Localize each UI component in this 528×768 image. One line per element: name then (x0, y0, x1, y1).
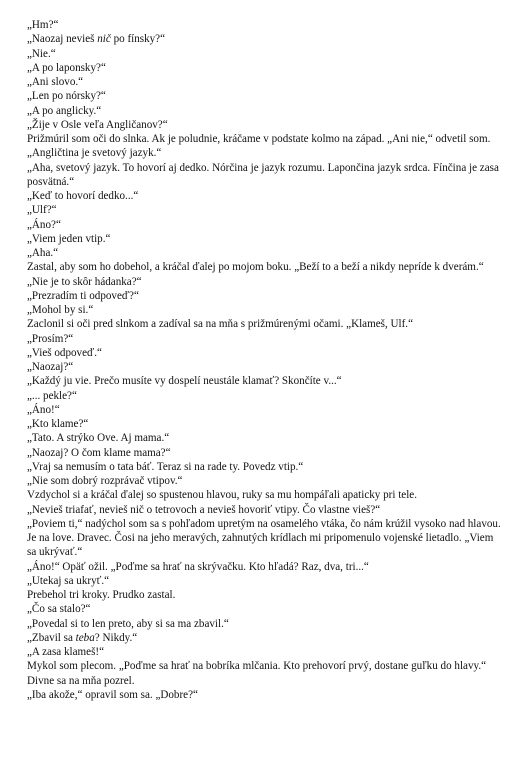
text-paragraph: Zaclonil si oči pred slnkom a zadíval sa na mňa s prižmúrenými očami. „Klameš, Ulf.“ (27, 318, 414, 331)
text-paragraph: „Prosím?“ (27, 332, 74, 345)
text-paragraph: „Povedal si to len preto, aby si sa ma zbavil.“ (27, 617, 229, 630)
text-paragraph: „Iba akože,“ opravil som sa. „Dobre?“ (27, 688, 198, 701)
text-paragraph: „Hm?“ (27, 19, 59, 31)
text-paragraph: Zastal, aby som ho dobehol, a kráčal ďalej po mojom boku. „Beží to a beží a nikdy nepríde k dverám.“ (27, 261, 484, 274)
text-paragraph: „A zasa klameš!“ (27, 646, 105, 658)
text-paragraph: Prebehol tri kroky. Prudko zastal. (27, 589, 176, 601)
text-paragraph: „Ani slovo.“ (27, 76, 84, 88)
text-paragraph: „Naozaj nevieš nič po fínsky?“ (27, 33, 166, 46)
text-paragraph: „Vraj sa nemusím o tata báť. Teraz si na rade ty. Povedz vtip.“ (27, 460, 304, 473)
text-paragraph: „Áno!“ (27, 403, 60, 416)
text-paragraph: „Áno?“ (27, 218, 61, 231)
text-paragraph: „Tato. A strýko Ove. Aj mama.“ (27, 432, 170, 445)
text-paragraph: „Kto klame?“ (27, 418, 89, 430)
text-paragraph: „A po anglicky.“ (27, 104, 102, 117)
text-paragraph: „Aha.“ (27, 247, 59, 259)
text-paragraph: „Prezradím ti odpoveď?“ (27, 289, 139, 302)
text-paragraph: „Naozaj? O čom klame mama?“ (27, 446, 171, 459)
text-paragraph: „Aha, svetový jazyk. To hovorí aj dedko. Nórčina je jazyk rozumu. Lapončina jazyk srdca. Fínčina je zasa posvätná.“ (27, 161, 499, 188)
text-paragraph: „Nie.“ (27, 47, 56, 60)
text-paragraph: „Áno!“ Opäť ožil. „Poďme sa hrať na skrývačku. Kto hľadá? Raz, dva, tri...“ (27, 560, 369, 573)
text-paragraph: Vzdychol si a kráčal ďalej so spustenou hlavou, ruky sa mu hompáľali apaticky pri tele. (27, 489, 417, 502)
text-paragraph: „Naozaj?“ (27, 361, 74, 373)
text-paragraph: „Vieš odpoveď.“ (27, 346, 102, 359)
text-paragraph: „A po laponsky?“ (27, 61, 106, 74)
text-paragraph: „Viem jeden vtip.“ (27, 232, 111, 245)
text-paragraph: Divne sa na mňa pozrel. (27, 674, 135, 687)
text-paragraph: „Nie som dobrý rozprávač vtipov.“ (27, 475, 183, 487)
text-paragraph: „Zbavil sa teba? Nikdy.“ (27, 631, 138, 644)
text-paragraph: „Len po nórsky?“ (27, 90, 106, 103)
text-paragraph: „Nevieš triafať, nevieš nič o tetrovoch a nevieš hovoriť vtipy. Čo vlastne vieš?“ (27, 503, 381, 516)
book-page-text (27, 18, 502, 702)
text-paragraph: „Mohol by si.“ (27, 304, 94, 316)
text-paragraph: „Každý ju vie. Prečo musíte vy dospelí neustále klamať? Skončíte v...“ (27, 375, 342, 388)
text-paragraph: Prižmúril som oči do slnka. Ak je poludnie, kráčame v podstate kolmo na západ. „Ani nie,“ odvetil som. „Angličtina je svetový jazyk.“ (27, 133, 491, 160)
text-paragraph: „Keď to hovorí dedko...“ (27, 190, 139, 202)
text-paragraph: „Čo sa stalo?“ (27, 603, 91, 616)
text-paragraph: „... pekle?“ (27, 389, 77, 402)
text-paragraph: „Ulf?“ (27, 204, 57, 217)
text-paragraph: „Poviem ti,“ nadýchol som sa s pohľadom upretým na osamelého vtáka, čo nám krúžil vysoko nad hlavou. Je na love. Dravec. Čosi na jeho meravých, zahnutých krídlach mi pripomenulo vojenské lietadlo. „Viem sa ukrývať.“ (27, 517, 501, 559)
text-paragraph: „Utekaj sa ukryť.“ (27, 574, 110, 587)
text-paragraph: „Žije v Osle veľa Angličanov?“ (27, 118, 168, 131)
text-paragraph: Mykol som plecom. „Poďme sa hrať na bobríka mlčania. Kto prehovorí prvý, dostane guľku do hlavy.“ (27, 660, 487, 673)
text-paragraph: „Nie je to skôr hádanka?“ (27, 275, 142, 288)
